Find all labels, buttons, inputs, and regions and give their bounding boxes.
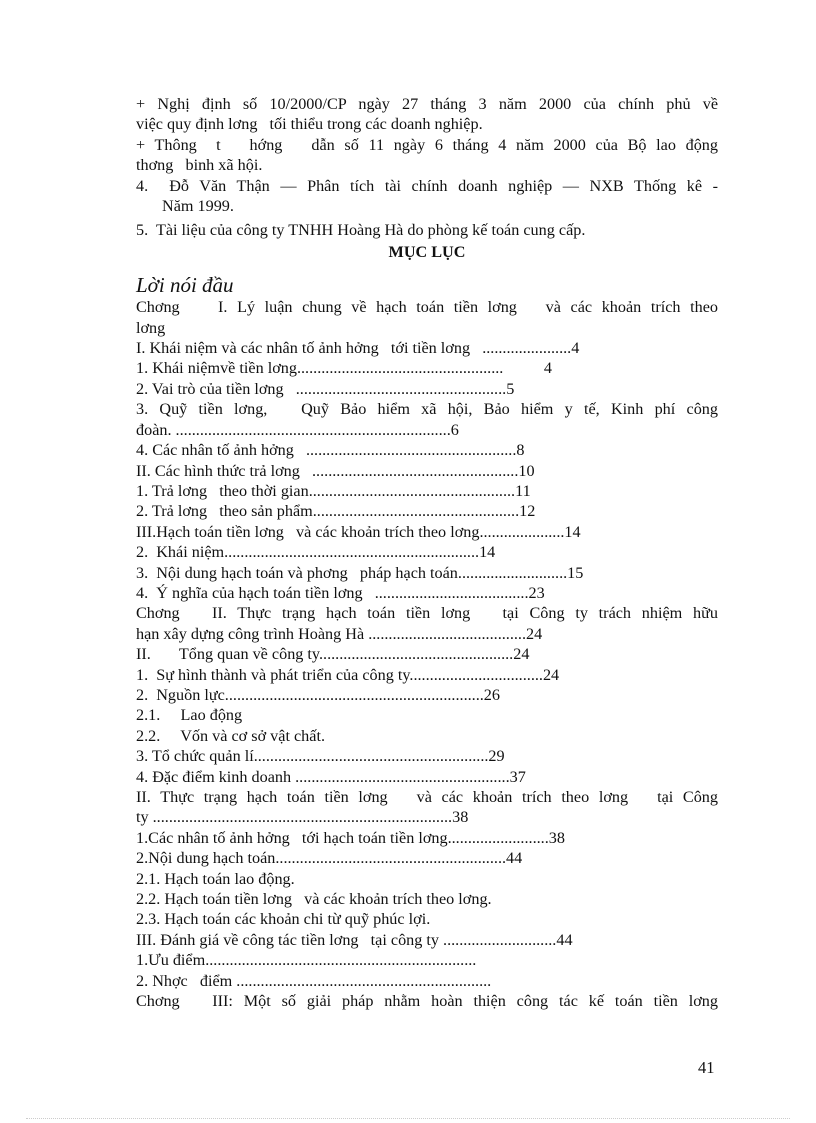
toc-line: 2.1. Hạch toán lao động. xyxy=(136,869,295,888)
toc-line: 1. Trả lơng theo thời gian...................................................11 xyxy=(136,481,531,500)
reference-line: thơng binh xã hội. xyxy=(136,156,263,175)
reference-line: + Thông t hớng dẫn số 11 ngày 6 tháng 4 năm 2000 của Bộ lao động xyxy=(136,135,718,154)
reference-line: Năm 1999. xyxy=(162,197,234,216)
toc-line: 1.Ưu điểm................................................................... xyxy=(136,951,477,970)
toc-line: Chơng II. Thực trạng hạch toán tiền lơng tại Công ty trách nhiệm hữu xyxy=(136,604,718,623)
toc-line: 2.Nội dung hạch toán.........................................................44 xyxy=(136,849,523,868)
toc-line: III. Đánh giá về công tác tiền lơng tại công ty ............................44 xyxy=(136,930,573,949)
toc-line: 1. Khái niệmvề tiền lơng................................................... 4 xyxy=(136,359,552,378)
toc-line: Chơng I. Lý luận chung về hạch toán tiền lơng và các khoản trích theo xyxy=(136,298,718,317)
toc-line: II. Các hình thức trả lơng ...................................................10 xyxy=(136,461,535,480)
reference-line: 5. Tài liệu của công ty TNHH Hoàng Hà do phòng kế toán cung cấp. xyxy=(136,221,586,240)
toc-line: 2. Nguồn lực................................................................26 xyxy=(136,685,500,704)
toc-line: I. Khái niệm và các nhân tố ảnh hởng tới tiền lơng ......................4 xyxy=(136,339,580,358)
toc-line: III.Hạch toán tiền lơng và các khoản trích theo lơng.....................14 xyxy=(136,522,581,541)
toc-line: 2. Vai trò của tiền lơng ....................................................5 xyxy=(136,379,515,398)
preface-heading: Lời nói đầu xyxy=(136,273,234,298)
toc-line: 2.2. Vốn và cơ sở vật chất. xyxy=(136,726,326,745)
toc-line: hạn xây dựng công trình Hoàng Hà .......................................24 xyxy=(136,624,543,643)
reference-line: việc quy định lơng tối thiểu trong các doanh nghiệp. xyxy=(136,115,483,134)
toc-line: 1.Các nhân tố ảnh hởng tới hạch toán tiền lơng.........................38 xyxy=(136,828,565,847)
toc-line: 2.1. Lao động xyxy=(136,706,243,725)
toc-line: 3. Nội dung hạch toán và phơng pháp hạch toán...........................15 xyxy=(136,563,584,582)
toc-line: 4. Các nhân tố ảnh hởng ....................................................8 xyxy=(136,441,525,460)
toc-line: 2. Nhợc điểm ............................................................... xyxy=(136,971,492,990)
toc-line: 2.3. Hạch toán các khoản chi từ quỹ phúc lợi. xyxy=(136,910,431,929)
toc-line: Chơng III: Một số giải pháp nhằm hoàn thiện công tác kế toán tiền lơng xyxy=(136,992,718,1011)
toc-line: 4. Ý nghĩa của hạch toán tiền lơng ......................................23 xyxy=(136,583,545,602)
toc-line: 4. Đặc điểm kinh doanh .....................................................37 xyxy=(136,767,526,786)
toc-line: 1. Sự hình thành và phát triển của công ty.................................24 xyxy=(136,665,560,684)
toc-line: đoàn. ....................................................................6 xyxy=(136,420,459,439)
toc-line: ty ..........................................................................38 xyxy=(136,808,469,827)
toc-line: 3. Quỹ tiền lơng, Quỹ Bảo hiểm xã hội, Bảo hiểm y tế, Kinh phí công xyxy=(136,400,718,419)
page-number: 41 xyxy=(698,1058,715,1077)
toc-line: 2. Trả lơng theo sản phẩm...................................................12 xyxy=(136,502,536,521)
reference-line: + Nghị định số 10/2000/CP ngày 27 tháng 3 năm 2000 của chính phủ về xyxy=(136,95,718,113)
toc-line: II. Tổng quan về công ty................................................24 xyxy=(136,645,530,664)
toc-line: II. Thực trạng hạch toán tiền lơng và các khoản trích theo lơng tại Công xyxy=(136,788,718,806)
toc-line: 3. Tổ chức quản lí..........................................................29 xyxy=(136,747,505,766)
toc-line: 2.2. Hạch toán tiền lơng và các khoản trích theo lơng. xyxy=(136,890,492,909)
page-content xyxy=(136,94,718,1011)
toc-line: 2. Khái niệm...............................................................14 xyxy=(136,543,496,562)
footer-divider xyxy=(26,1118,790,1119)
toc-title: MỤC LỤC xyxy=(388,242,466,261)
reference-line: 4. Đỗ Văn Thận — Phân tích tài chính doanh nghiệp — NXB Thống kê - xyxy=(136,176,718,195)
toc-line: lơng xyxy=(136,318,166,337)
